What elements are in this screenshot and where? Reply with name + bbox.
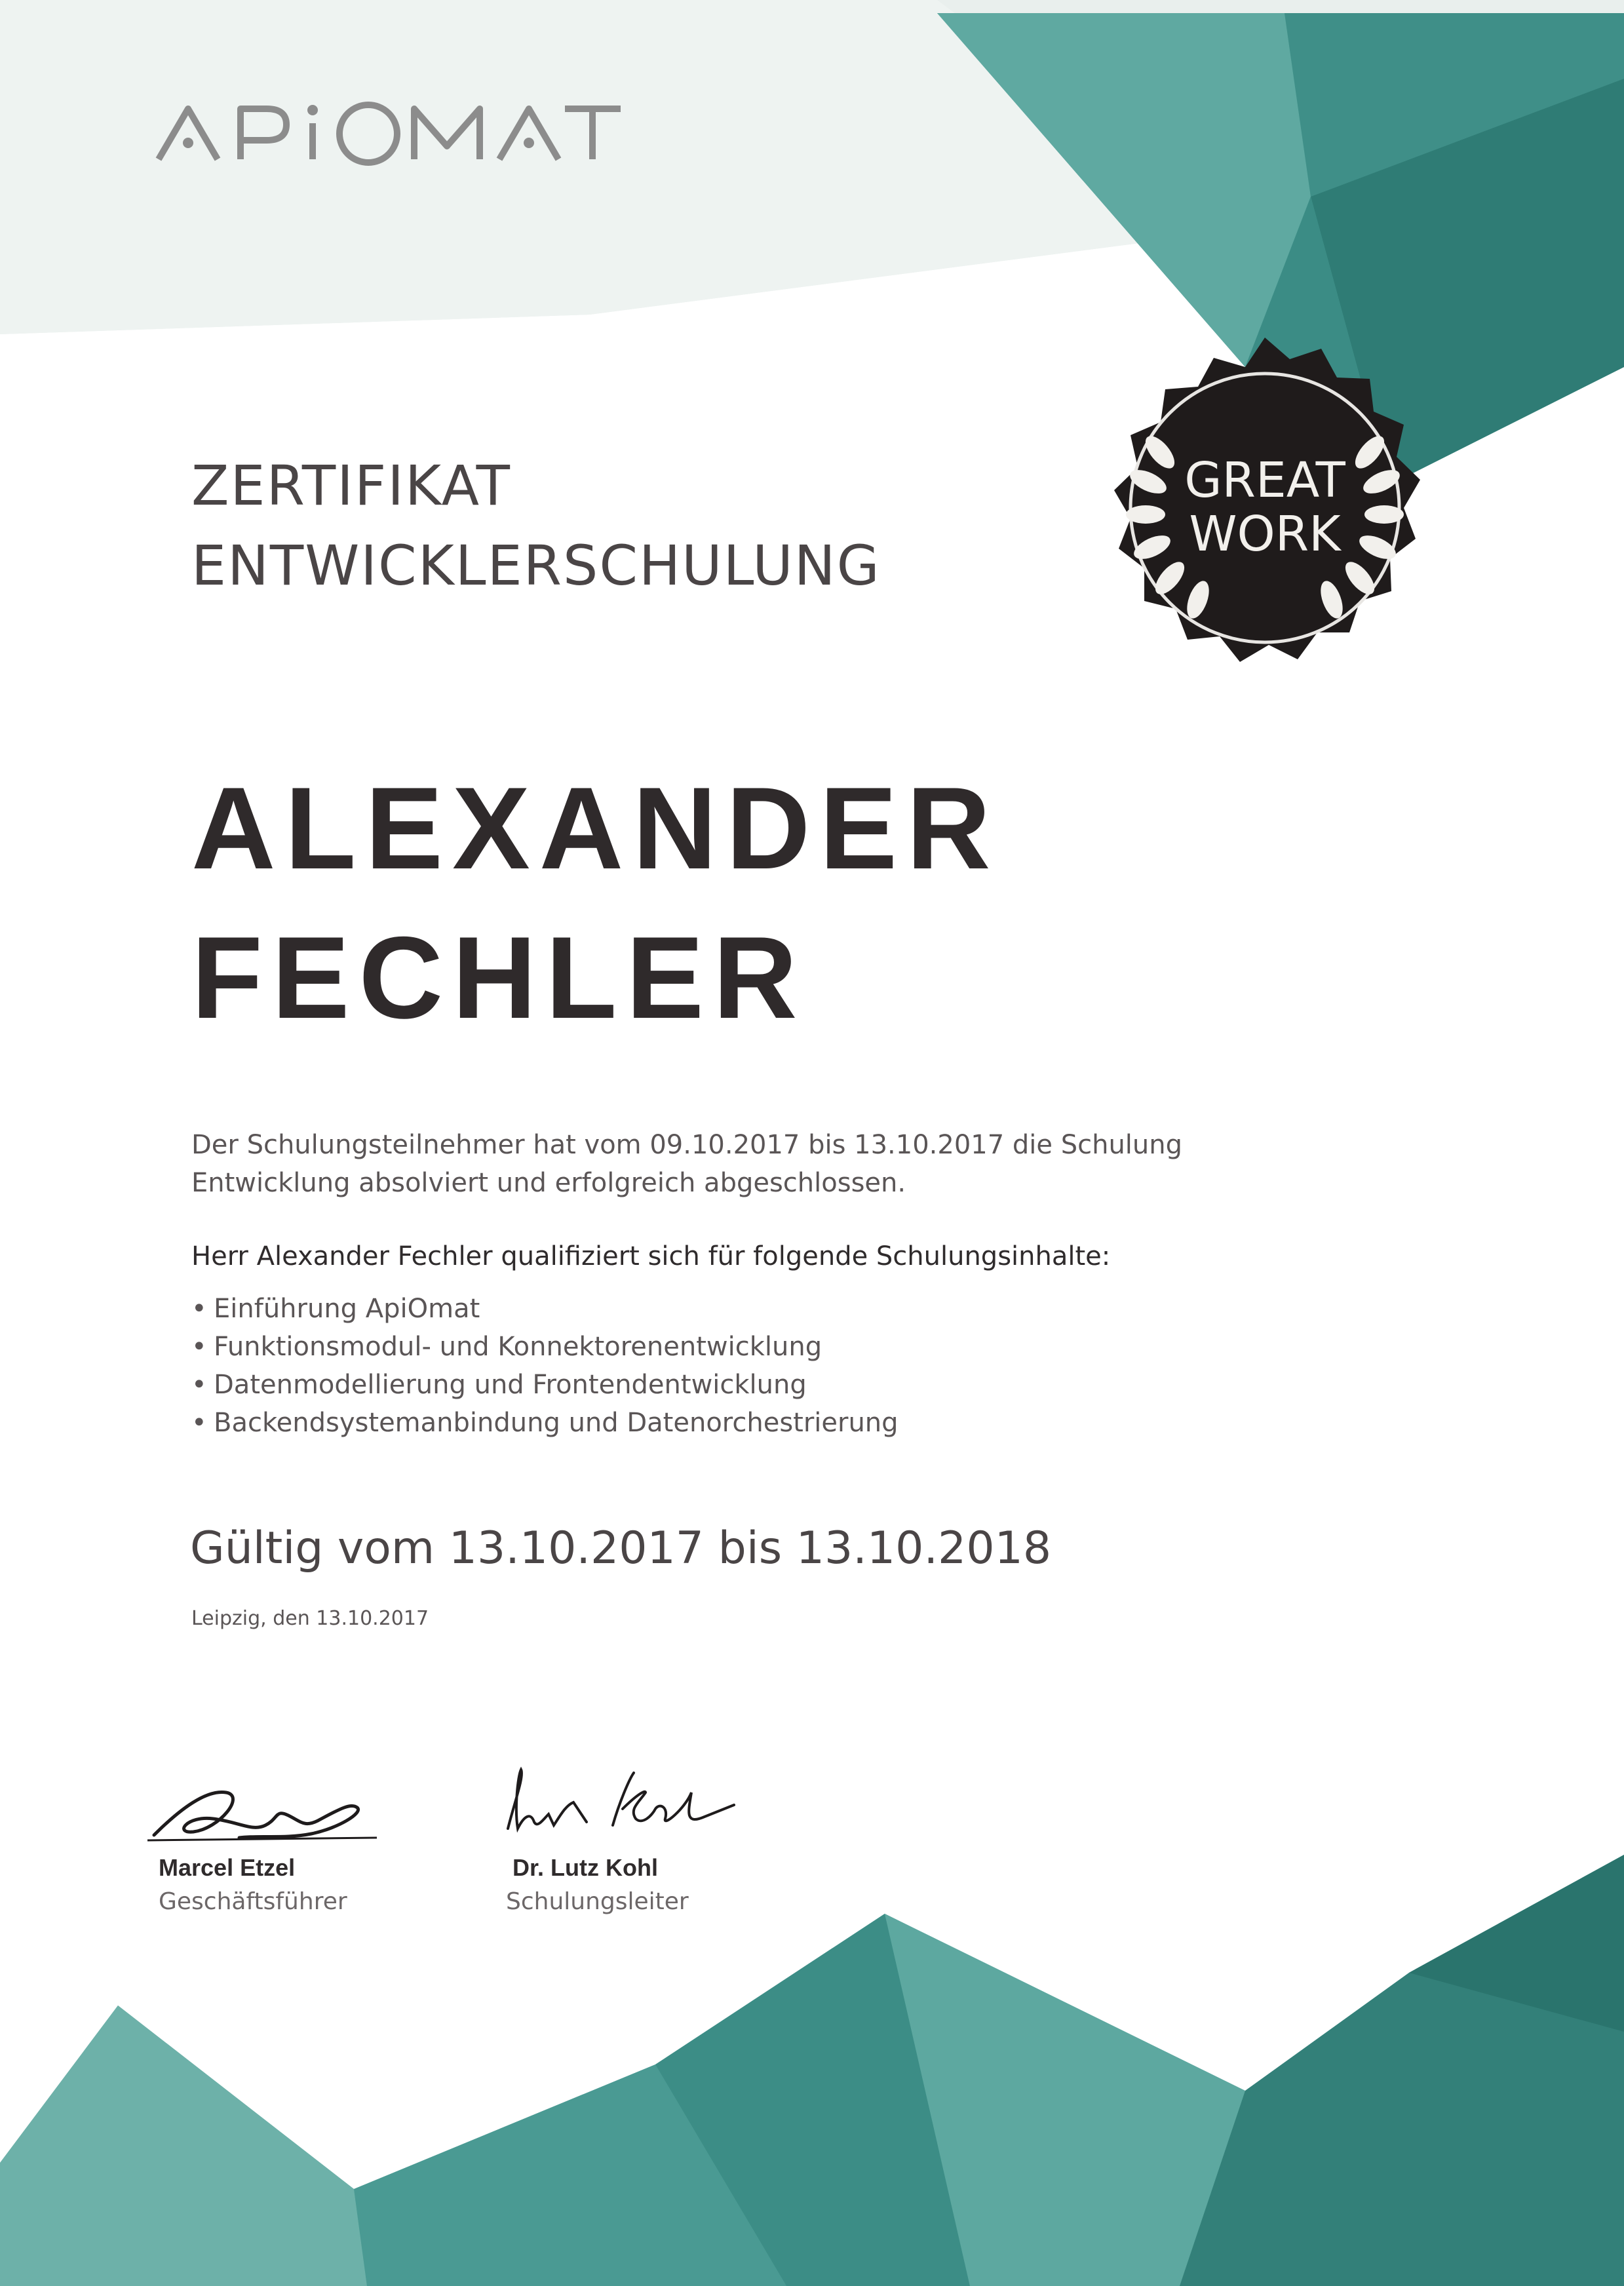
topic-list (191, 1290, 899, 1442)
great-work-badge (1081, 334, 1448, 701)
signature-lutz-kohl (488, 1756, 737, 1848)
signer-role-1: Geschäftsführer (159, 1888, 347, 1915)
apiomat-logo (152, 97, 624, 169)
validity-period: Gültig vom 13.10.2017 bis 13.10.2018 (190, 1522, 1052, 1574)
signature-marcel-etzel (141, 1770, 390, 1848)
recipient-last-name: FECHLER (191, 912, 807, 1043)
list-item: • Funktionsmodul- und Konnektorenentwicklung (191, 1328, 899, 1366)
title-line-2: ENTWICKLERSCHULUNG (191, 533, 881, 598)
signer-name-2: Dr. Lutz Kohl (512, 1854, 658, 1881)
qualification-heading: Herr Alexander Fechler qualifiziert sich für folgende Schulungsinhalte: (191, 1241, 1111, 1271)
recipient-name (191, 754, 1000, 1053)
list-item: • Einführung ApiOmat (191, 1290, 899, 1328)
recipient-first-name: ALEXANDER (191, 763, 1000, 893)
badge-line1: GREAT (1184, 452, 1345, 509)
list-item: • Datenmodellierung und Frontendentwicklung (191, 1366, 899, 1404)
completion-statement: Der Schulungsteilnehmer hat vom 09.10.2017 bis 13.10.2017 die Schulung Entwicklung absolviert und erfolgreich abgeschlossen. (191, 1130, 1183, 1198)
badge-line2: WORK (1189, 506, 1341, 562)
certificate-title (191, 446, 881, 606)
list-item: • Backendsystemanbindung und Datenorchestrierung (191, 1404, 899, 1442)
signer-name-1: Marcel Etzel (159, 1854, 296, 1881)
title-line-1: ZERTIFIKAT (191, 454, 511, 518)
place-and-date: Leipzig, den 13.10.2017 (191, 1607, 429, 1630)
signer-role-2: Schulungsleiter (506, 1888, 689, 1915)
